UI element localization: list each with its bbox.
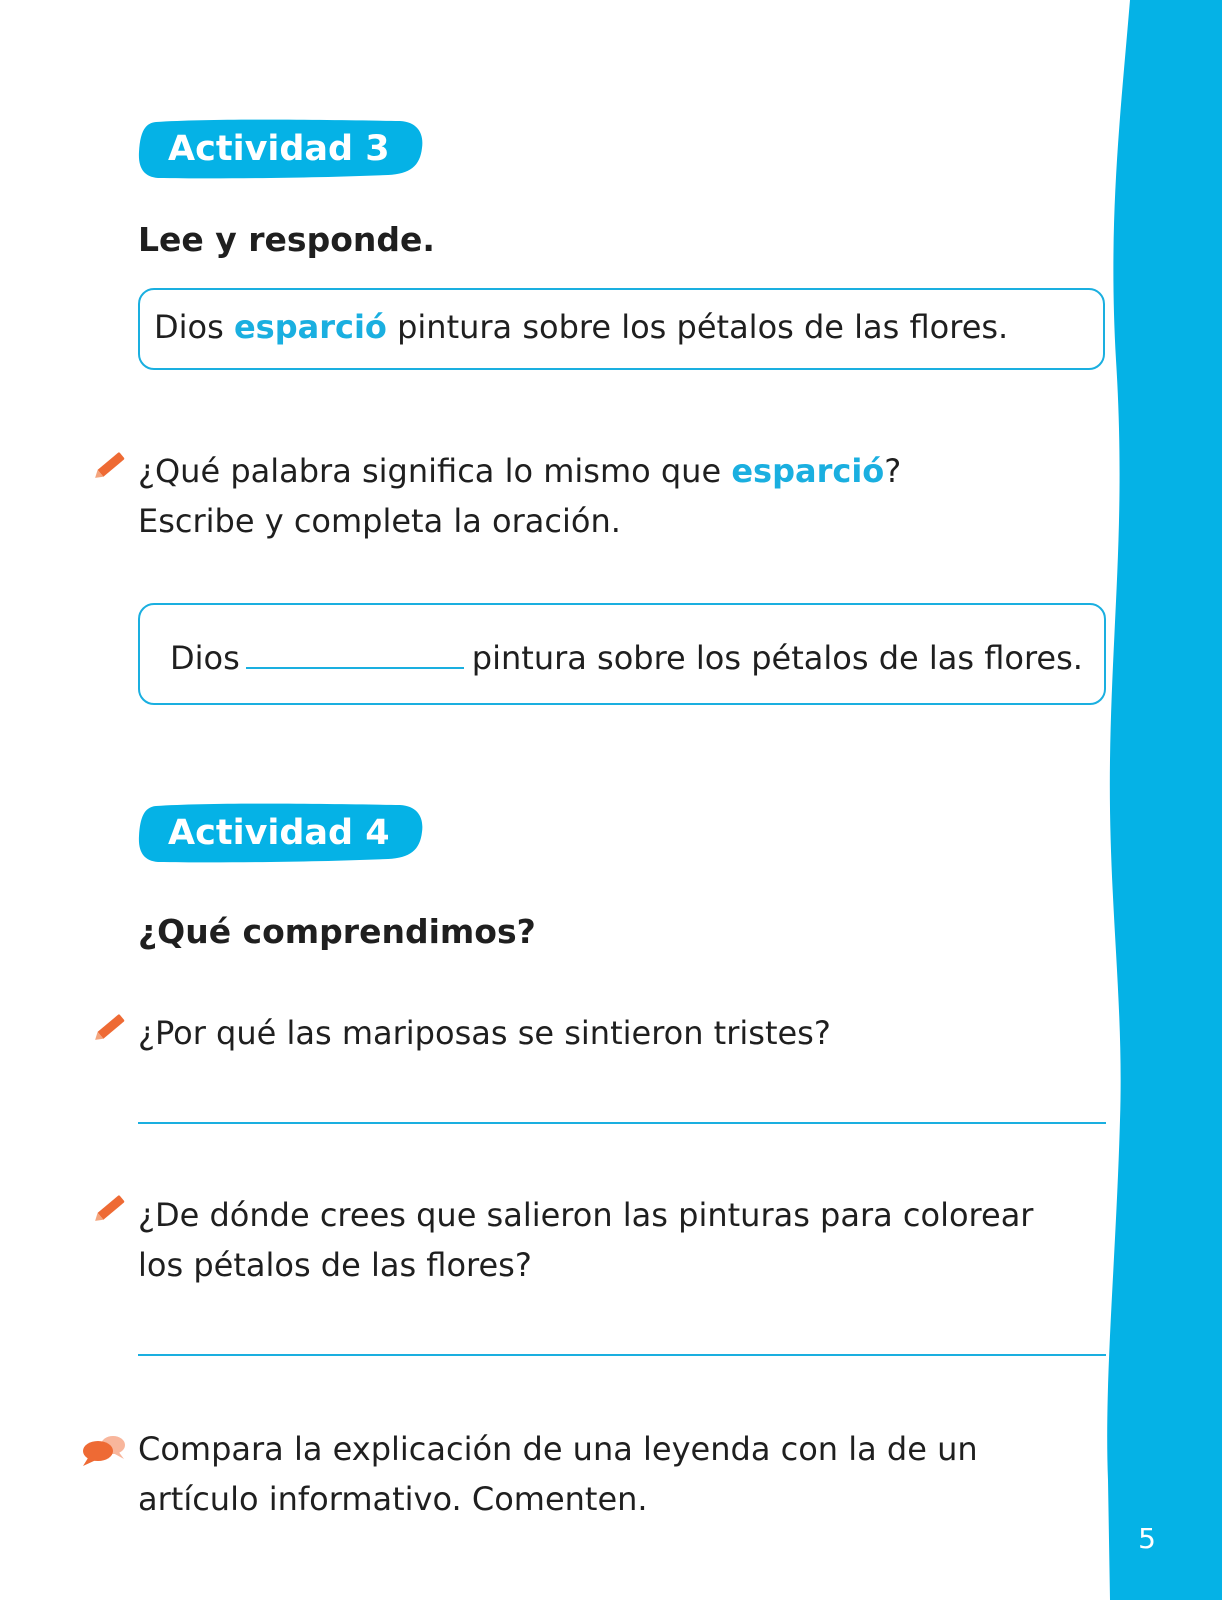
pencil-icon — [90, 1009, 130, 1047]
side-decorative-band — [1102, 0, 1222, 1600]
activity-4-title: Actividad 4 — [168, 813, 390, 853]
activity-3-instruction: Lee y responde. — [138, 220, 435, 259]
question-2: ¿De dónde crees que salieron las pinturas para colorear los pétalos de las flores? — [138, 1196, 1034, 1284]
keyword-esparcio: esparció — [233, 308, 387, 346]
page-number: 5 — [1138, 1522, 1156, 1555]
activity-3-question: ¿Qué palabra significa lo mismo que esparció? Escribe y completa la oración. — [138, 452, 902, 540]
answer-blank[interactable] — [246, 635, 464, 669]
read-sentence-box — [138, 288, 1105, 370]
pencil-icon — [90, 1190, 130, 1228]
answer-line-2[interactable] — [138, 1354, 1106, 1356]
answer-line-1[interactable] — [138, 1122, 1106, 1124]
question-1: ¿Por qué las mariposas se sintieron tristes? — [138, 1014, 831, 1052]
fill-sentence-box — [138, 603, 1106, 705]
activity-4-heading: ¿Qué comprendimos? — [138, 912, 536, 951]
activity-3-title: Actividad 3 — [168, 129, 390, 169]
pencil-icon — [90, 447, 130, 485]
speech-bubbles-icon — [80, 1433, 128, 1467]
discussion-prompt: Compara la explicación de una leyenda con la de un artículo informativo. Comenten. — [138, 1430, 978, 1518]
read-sentence: Dios esparció pintura sobre los pétalos de las flores. — [154, 308, 1009, 346]
activity-4-badge — [138, 802, 424, 864]
fill-sentence: Dios pintura sobre los pétalos de las flores. — [170, 635, 1083, 677]
activity-3-badge — [138, 118, 424, 180]
